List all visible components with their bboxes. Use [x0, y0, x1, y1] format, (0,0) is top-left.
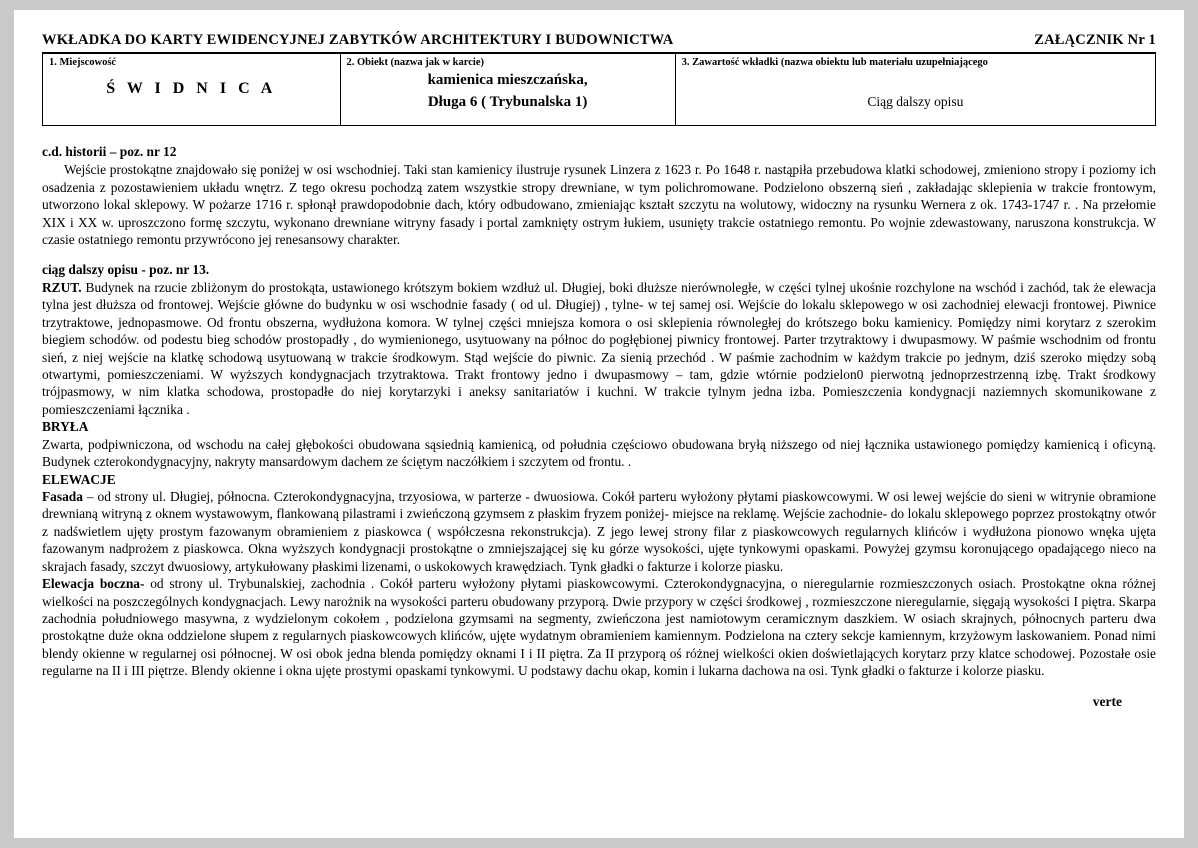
heading-elewacje: [42, 471, 1156, 488]
heading-bryla: [42, 418, 1156, 435]
paragraph-rzut: [42, 279, 1156, 418]
cell-object: [340, 54, 675, 126]
lead-rzut: RZUT.: [42, 279, 82, 295]
content-description: Ciąg dalszy opisu: [867, 94, 964, 109]
cell-content: [675, 54, 1155, 126]
document-page: [14, 10, 1184, 838]
text-fasada: – od strony ul. Długiej, północna. Czterokondygnacyjna, trzyosiowa, w parterze - dwuosiowa. Cokół parteru wyłożony płytami piaskowcowymi. W osi lewej wejście do sieni w witrynie obramione drewnianą witryną z oknem wystawowym, flankowaną pilastrami i zwieńczoną gzymsem z płaskim fryzem poniżej- miejsce na reklamę. Wejście zachodnie- do lokalu sklepowego poprzez prostokątny otwór z nadświetlem ujęty prostym fazowanym obramieniem z piaskowca ( współczesna rekonstrukcja). Z jego lewej strony filar z piaskowcowych regularnych klińców i wydłużona pionowo wnęka ujęta fazowanym nadprożem z piaskowca. Okna wyższych kondygnacji prostokątne o zmniejszającej się ku górze wysokości, ujęte tynkowymi opaskami. Powyżej gzymsu koronującego opadającego nieco na skrajach fasady, szczyt dwuosiowy, artykułowany płaskimi lizenami, o uskokowych krawędziach. Tynk gładki o fakturze i kolorze piasku.: [42, 489, 1156, 574]
document-header: [42, 32, 1156, 52]
text-elewacja-boczna: od strony ul. Trybunalskiej, zachodnia . Cokół parteru wyłożony płytami piaskowcowymi. Czterokondygnacyjna, o nieregularnie rozmieszczonych osiach. Prostokątne okna różnej wielkości na poszczególnych kondygnacjach. Lewy narożnik na wysokości parteru obudowany przyporą. Dwie przypory w części środkowej , rozmieszczone nieregularnie, sięgają wysokości I piętra. Skarpa zachodnia południowego masywna, z wydzielonym cokołem , podzielona gzymsami na segmenty, zwieńczona jest namiotowym ceramicznym daszkiem. W osiach skrajnych, północnych parteru dwa prostokątne duże okna oddzielone słupem z regularnych piaskowcowych klińców, ujęte wydatnym obramieniem kamiennym. Podzielona na cztery sekcje kamiennym, krzyżowym laskowaniem. Ponad nimi blendy okienne w regularnej osi północnej. W osi obok jedna blenda pomiędzy oknami I i II piętra. Za II przyporą oś różnej wielkości okien doświetlających korytarz przy klatce schodowej. Pozostałe osie regularne na II i III piętrze. Blendy okienne i okna ujęte prostymi opaskami tynkowymi. U podstawy dachu okap, komin i lukarna dachowa na osi. Tynk gładki o fakturze i kolorze piasku.: [42, 576, 1156, 679]
object-name-line2: Długa 6 ( Trybunalska 1): [427, 94, 588, 110]
object-name-line1: kamienica mieszczańska,: [427, 72, 588, 88]
document-body: [42, 143, 1156, 680]
text-rzut: Budynek na rzucie zbliżonym do prostokąta, ustawionego krótszym bokiem wzdłuż ul. Długiej, boki dłuższe nierównoległe, w części tylnej ukośnie rozchylone na wschód i zachód, tak że elewacja tylna jest dłuższa od frontowej. Wejście główne do budynku w osi wschodnie fasady ( od ul. Długiej) , tylne- w tej samej osi. Wejście do lokalu sklepowego w osi zachodniej elewacji frontowej. Piwnice trzytraktowe, jednopasmowe. Od frontu obszerna, wydłużona komora. W tylnej części mniejsza komora o osi sklepienia równoległej do krótszego boku kamienicy. Pomiędzy nimi korytarz z szerokim biegiem schodów. od podestu bieg schodów prostopadły , do wymienionego, usytuowany na północ do pogłębionej piwnicy frontowej. Parter trzytraktowy i dwupasmowy. W paśmie wschodnim od frontu sień, z niej wejście na klatkę schodową usytuowaną w trakcie środkowym. Stąd wejście do piwnic. Za sienią przechód . W paśmie zachodnim w każdym trakcie po jednym, dziś szeroko między sobą otwartymi, pomieszczeniami. W wyższych kondygnacjach trzytraktowa. Trakt frontowy jedno i dwupasmowy – tam, gdzie wtórnie podzielon0 pierwotną jednoprzestrzenną izbę. Trakt środkowy trójpasmowy, w nim klatka schodowa, prostopadłe do niej korytarzyki i aneksy sanitariatów i kuchni. W trakcie tylnym jedna izba. Pomieszczenia kondygnacji naziemnych skomunikowane z pomieszczeniami łącznika .: [42, 279, 1156, 417]
table-row: [43, 54, 1156, 126]
paragraph-elewacja-boczna: [42, 575, 1156, 680]
cell-content-label: 3. Zawartość wkładki (nazwa obiektu lub materiału uzupełniającego: [681, 57, 988, 68]
text-bryla-paragraph: Zwarta, podpiwniczona, od wschodu na całej głębokości obudowana sąsiednią kamienicą, od południa częściowo obudowana bryłą niższego od niej łącznika ustawionego pomiędzy kamienicą i oficyną. Budynek czterokondygnacyjny, nakryty mansardowym dachem ze ściętym naczółkiem i szczytem od frontu. .: [42, 436, 1156, 470]
lead-bryla: BRYŁA: [42, 419, 89, 435]
paragraph-history: Wejście prostokątne znajdowało się poniżej w osi wschodniej. Taki stan kamienicy ilustruje rysunek Linzera z 1623 r. Po 1648 r. nastąpiła przebudowa klatki schodowej, zmieniono stropy i poziomy ich osadzenia z pozostawieniem układu wnętrz. Z tego okresu pochodzą zatem wszystkie stropy drewniane, w tym polichromowane. Podzielono obszerną sień , zakładając sklepienia w trakcie frontowym, utworzono lokal sklepowy. W pożarze 1716 r. spłonął prawdopodobnie dach, który odbudowano, zmieniając kształt szczytu na wolutowy, widoczny na rysunku Wernera z ok. 1743-1747 r. . Na przełomie XIX i XX w. uproszczono formę szczytu, wykonano drewniane witryny fasady i portal zamknięty ostrym łukiem, usunięty trakcie ostatniego remontu. Po wojnie zdewastowany, naruszona konstrukcja. W czasie ostatniego remontu przywrócono jej renesansowy charakter.: [42, 162, 1156, 248]
document-title: WKŁADKA DO KARTY EWIDENCYJNEJ ZABYTKÓW ARCHITEKTURY I BUDOWNICTWA: [42, 32, 674, 48]
cell-locality-value-wrap: [49, 80, 334, 98]
lead-elewacja-boczna: Elewacja boczna-: [42, 576, 145, 592]
cell-object-label: 2. Obiekt (nazwa jak w karcie): [346, 57, 484, 68]
cell-locality-label: 1. Miejscowość: [49, 57, 117, 68]
spacer: [42, 249, 1156, 261]
identification-table: [42, 53, 1156, 126]
lead-elewacje: ELEWACJE: [42, 471, 116, 487]
cell-locality: [43, 54, 341, 126]
annex-number: ZAŁĄCZNIK Nr 1: [1034, 32, 1156, 48]
lead-fasada: Fasada: [42, 489, 83, 505]
cell-object-value-wrap: [347, 72, 669, 111]
section-heading-history: c.d. historii – poz. nr 12: [42, 144, 177, 159]
paragraph-fasada: [42, 488, 1156, 575]
section-heading-description: ciąg dalszy opisu - poz. nr 13.: [42, 261, 210, 277]
page-turn-note: verte: [1092, 693, 1122, 709]
locality-name: Ś W I D N I C A: [106, 80, 277, 97]
